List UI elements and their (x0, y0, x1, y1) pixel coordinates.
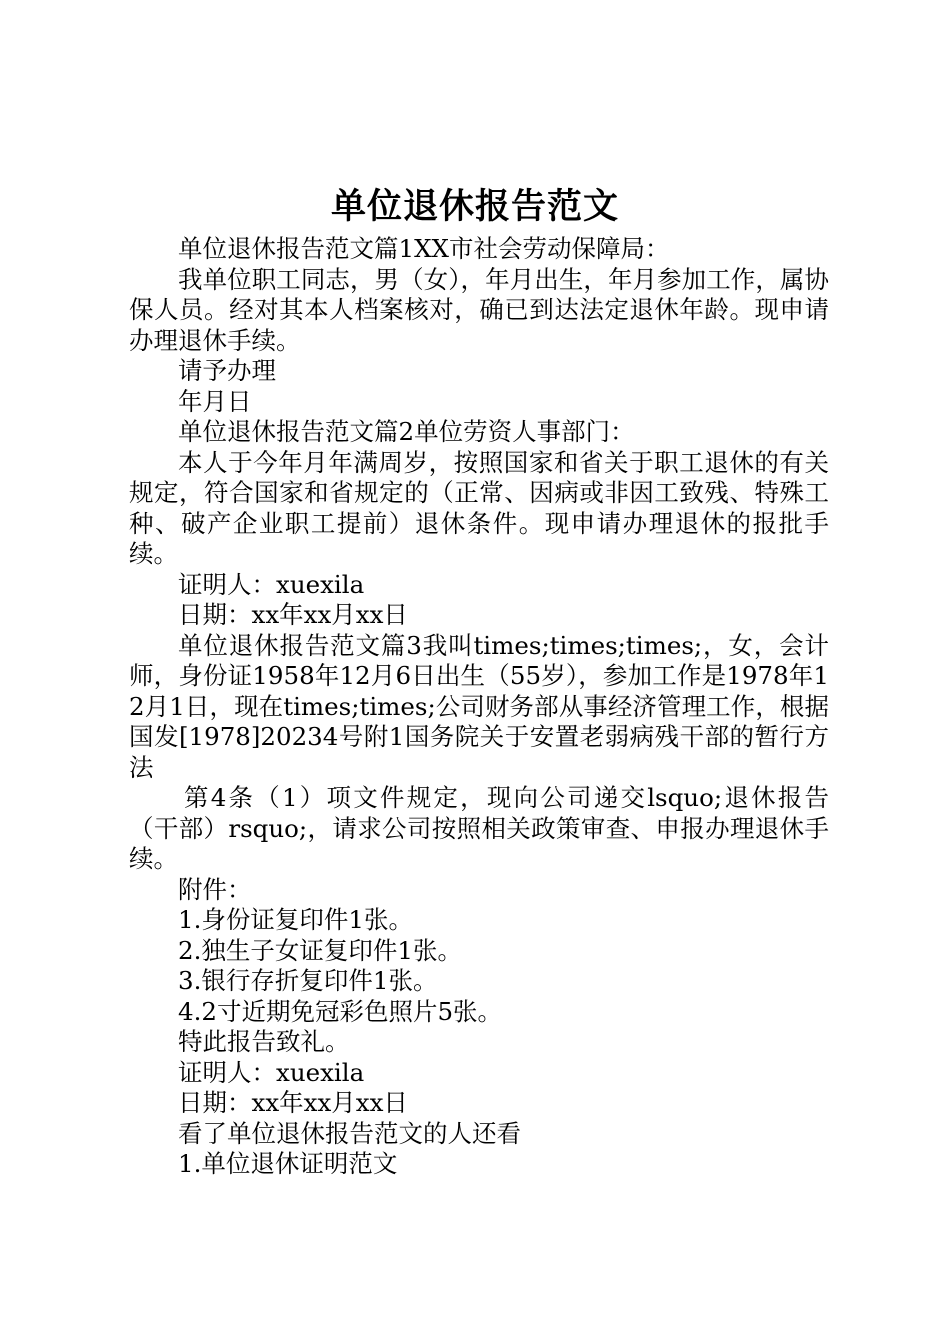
paragraph-body-1: 我单位职工同志，男（女），年月出生，年月参加工作，属协保人员。经对其本人档案核对，确已到达法定退休年龄。现申请办理退休手续。 (129, 264, 829, 355)
document-title: 单位退休报告范文 (330, 186, 619, 227)
paragraph-date-1: 日期：xx年xx月xx日 (178, 600, 408, 629)
paragraph-request: 请予办理 (178, 356, 276, 385)
paragraph-witness-1: 证明人：xuexila (178, 569, 365, 599)
attachment-item-1: 1.身份证复印件1张。 (178, 905, 413, 934)
paragraph-date-2: 日期：xx年xx月xx日 (178, 1088, 408, 1117)
paragraph-closing: 特此报告致礼。 (178, 1027, 350, 1056)
attachment-item-2: 2.独生子女证复印件1张。 (178, 935, 462, 965)
paragraph-body-2: 本人于今年月年满周岁，按照国家和省关于职工退休的有关规定，符合国家和省规定的（正常、因病或非因工致残、特殊工种、破产企业职工提前）退休条件。现申请办理退休的报批手续。 (129, 447, 829, 568)
document-body (129, 234, 829, 1180)
paragraph-date-blank: 年月日 (178, 386, 252, 416)
paragraph-witness-2: 证明人：xuexila (178, 1057, 365, 1087)
attachment-item-3: 3.银行存折复印件1张。 (178, 966, 438, 995)
paragraph-intro-3: 单位退休报告范文篇3我叫times;times;times;，女，会计师，身份证1958年12月6日出生（55岁），参加工作是1978年12月1日，现在times;times;公司财务部从事经济管理工作，根据国发[1978]20234号附1国务院关于安置老弱病残干部的暂行方法 (129, 630, 829, 782)
related-heading: 看了单位退休报告范文的人还看 (178, 1118, 521, 1148)
paragraph-attachments-label: 附件： (178, 874, 252, 904)
attachment-item-4: 4.2寸近期免冠彩色照片5张。 (178, 996, 503, 1026)
related-item-1: 1.单位退休证明范文 (178, 1149, 398, 1178)
paragraph-intro-1: 单位退休报告范文篇1XX市社会劳动保障局： (178, 234, 670, 263)
paragraph-intro-2: 单位退休报告范文篇2单位劳资人事部门： (178, 417, 635, 446)
paragraph-body-3: 第4条（1）项文件规定，现向公司递交lsquo;退休报告（干部）rsquo;，请求公司按照相关政策审查、申报办理退休手续。 (129, 783, 829, 873)
